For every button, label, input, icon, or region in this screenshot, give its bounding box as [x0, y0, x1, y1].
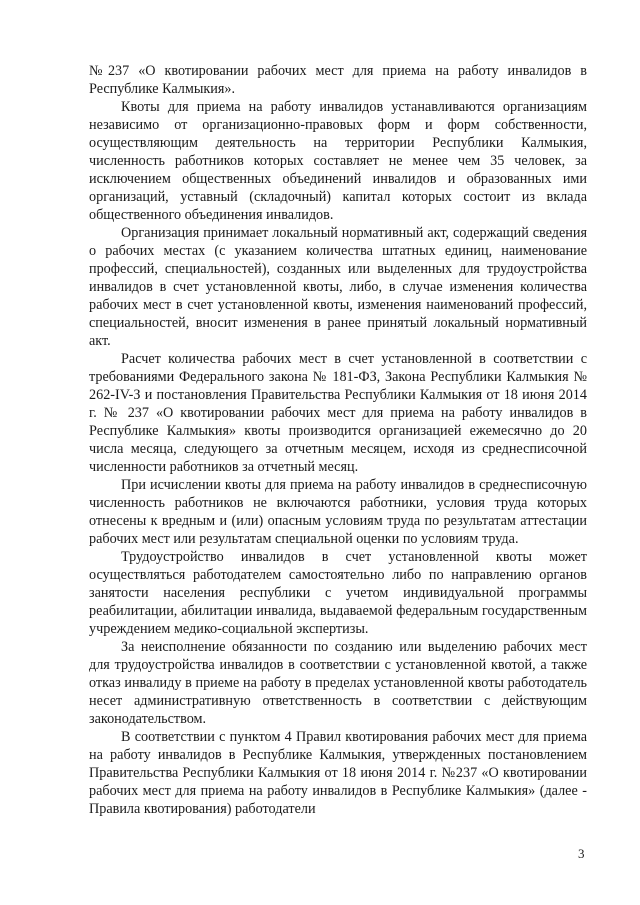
body-text [89, 62, 587, 818]
paragraph-quota-scope: Квоты для приема на работу инвалидов устанавливаются организациям независимо от организационно-правовых форм и форм собственности, осуществляющим деятельность на территории Республики Калмыкия, численность работников которых составляет не менее чем 35 человек, за исключением общественных объединений инвалидов и образованных ими организаций, уставный (складочный) капитал которых состоит из вклада общественного объединения инвалидов. [89, 99, 587, 223]
paragraph-quota-calculation: Расчет количества рабочих мест в счет установленной в соответствии с требованиями Федерального закона № 181-ФЗ, Закона Республики Калмыкия № 262-IV-З и постановления Правительства Республики Калмыкия от 18 июня 2014 г. № 237 «О квотировании рабочих мест для приема на работу инвалидов в Республике Калмыкия» квоты производится организацией ежемесячно до 20 числа месяца, следующего за отчетным месяцем, исходя из среднесписочной численности работников за отчетный месяц. [89, 351, 587, 475]
paragraph-liability: За неисполнение обязанности по созданию или выделению рабочих мест для трудоустройства инвалидов в соответствии с установленной квотой, а также отказ инвалиду в приеме на работу в пределах установленной квоты работодатель несет административную ответственность в соответствии с действующим законодательством. [89, 639, 587, 727]
paragraph-continuation: №237 «О квотировании рабочих мест для приема на работу инвалидов в Республике Калмыкия». [89, 63, 587, 97]
paragraph-employment-routes: Трудоустройство инвалидов в счет установленной квоты может осуществляться работодателем самостоятельно либо по направлению органов занятости населения республики с учетом индивидуальной программы реабилитации, абилитации инвалида, выдаваемой федеральным государственным учреждением медико-социальной экспертизы. [89, 549, 587, 637]
page-number: 3 [578, 846, 585, 861]
paragraph-local-act: Организация принимает локальный нормативный акт, содержащий сведения о рабочих местах (с указанием количества штатных единиц, наименование профессий, специальностей), созданных или выделенных для трудоустройства инвалидов в счет установленной квоты, либо, в случае изменения количества рабочих мест в счет установленной квоты, изменения наименований профессий, специальностей, вносит изменения в ранее принятый локальный нормативный акт. [89, 225, 587, 349]
paragraph-quota-rules: В соответствии с пунктом 4 Правил квотирования рабочих мест для приема на работу инвалидов в Республике Калмыкия, утвержденных постановлением Правительства Республики Калмыкия от 18 июня 2014 г. №237 «О квотировании рабочих мест для приема на работу инвалидов в Республике Калмыкия» (далее - Правила квотирования) работодатели [89, 729, 587, 817]
paragraph-headcount-exclusions: При исчислении квоты для приема на работу инвалидов в среднесписочную численность работников не включаются работники, условия труда которых отнесены к вредным и (или) опасным условиям труда по результатам аттестации рабочих мест или результатам специальной оценки по условиям труда. [89, 477, 587, 547]
